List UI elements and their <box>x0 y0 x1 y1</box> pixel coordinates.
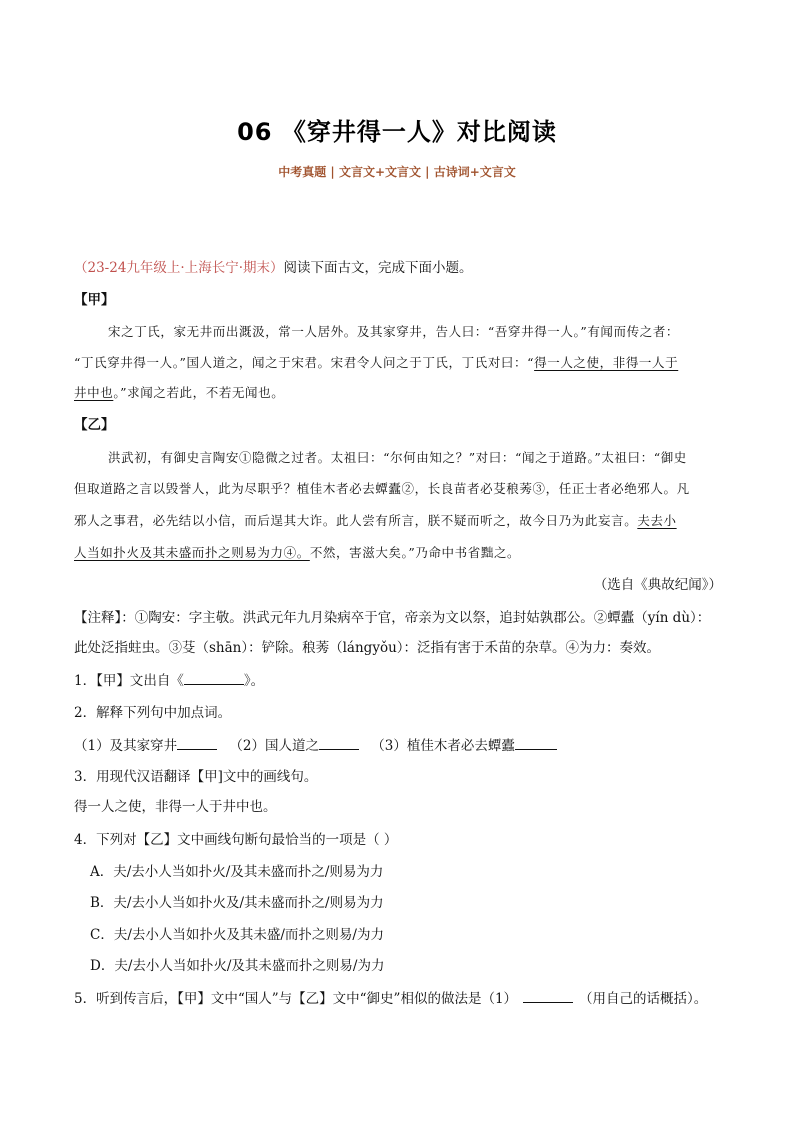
option-c[interactable]: C．夫/去小人当如扑火及其未盛/而扑之则易/为力 <box>90 927 384 943</box>
passage-jia-line-2 <box>74 353 734 373</box>
passage-yi-label: 【乙】 <box>74 417 115 433</box>
question-2-item-2: （2）国人道之 <box>229 738 319 754</box>
passage-yi-line-3 <box>74 511 734 531</box>
page-subtitle: 中考真题 | 文言文+文言文 | 古诗词+文言文 <box>278 165 516 179</box>
answer-blank[interactable] <box>523 988 573 1003</box>
passage-yi-line-4 <box>74 543 734 563</box>
underlined-sentence: 夫去小 <box>637 513 677 528</box>
question-5-text-end: （用自己的话概括）。 <box>579 991 708 1007</box>
option-b[interactable]: B．夫/去小人当如扑火及/其未盛而扑之/则易为力 <box>90 895 384 911</box>
notes-line-2: 此处泛指蛀虫。③芟（shān）：铲除。稂莠（lángyǒu）：泛指有害于禾苗的杂草。④为力：奏效。 <box>74 640 661 656</box>
passage-jia-text: 。”求闻之若此，不若无闻也。 <box>113 385 285 400</box>
notes-line-1: 【注释】：①陶安：字主敬。洪武元年九月染病卒于官，帝亲为文以祭，追封姑孰郡公。②蟫蠹（yín dù）： <box>74 610 711 626</box>
intro-instruction: 阅读下面古文，完成下面小题。 <box>283 260 473 276</box>
question-2: 2．解释下列句中加点词。 <box>74 705 232 721</box>
option-d[interactable]: D．夫/去小人当如扑火/及其未盛而扑之则易/为力 <box>90 958 385 974</box>
question-5-text: 5．听到传言后，【甲】文中“国人”与【乙】文中“御史”相似的做法是（1） <box>74 991 518 1007</box>
passage-jia-line-3 <box>74 383 734 403</box>
question-3: 3．用现代汉语翻译【甲]文中的画线句。 <box>74 769 318 785</box>
passage-yi-source: （选自《典故纪闻》） <box>593 577 722 593</box>
question-4: 4．下列对【乙】文中画线句断句最恰当的一项是（ ） <box>74 832 398 848</box>
underlined-sentence-end: 人当如扑火及其未盛而扑之则易为力④。 <box>74 545 310 560</box>
question-2-items <box>74 735 734 756</box>
question-1 <box>74 670 734 691</box>
question-1-text-end: 》。 <box>243 673 265 689</box>
answer-blank[interactable] <box>177 735 217 750</box>
passage-yi-line-2: 但取道路之言以毁誉人，此为尽职乎？植佳木者必去蟫蠹②，长良苗者必芟稂莠③，任正士者必绝邪人。凡 <box>74 481 690 496</box>
question-1-text: 1．【甲】文出自《 <box>74 673 184 689</box>
answer-blank[interactable] <box>515 735 557 750</box>
passage-yi-line-1: 洪武初，有御史言陶安①隐微之过者。太祖曰：“尔何由知之？”对曰：“闻之于道路。”太祖曰：“御史 <box>108 450 687 465</box>
answer-blank[interactable] <box>184 670 244 685</box>
passage-jia-text: “丁氏穿井得一人。”国人道之，闻之于宋君。宋君令人问之于丁氏，丁氏对曰：“ <box>74 355 535 370</box>
underlined-sentence-end: 井中也 <box>74 385 114 400</box>
passage-jia-label: 【甲】 <box>74 292 115 308</box>
question-2-item-3: （3）植佳木者必去蟫蠹 <box>371 738 515 754</box>
question-2-item-1: （1）及其家穿井 <box>74 738 178 754</box>
underlined-sentence: 得一人之使，非得一人于 <box>534 355 679 370</box>
question-3-sentence: 得一人之使，非得一人于井中也。 <box>74 799 277 815</box>
intro-line <box>74 258 734 278</box>
option-a[interactable]: A．夫/去小人当如扑火/及其未盛而扑之/则易为力 <box>90 864 384 880</box>
answer-blank[interactable] <box>319 735 359 750</box>
passage-yi-text: 邪人之事君，必先结以小信，而后逞其大诈。此人尝有所言，朕不疑而听之，故今日乃为此妄言。 <box>74 513 638 528</box>
page-title: 06 《穿井得一人》对比阅读 <box>237 118 557 146</box>
passage-jia-line-1: 宋之丁氏，家无井而出溉汲，常一人居外。及其家穿井，告人曰：“吾穿井得一人。”有闻而传之者： <box>108 324 680 339</box>
question-5 <box>74 988 734 1009</box>
question-source: （23-24九年级上·上海长宁·期末） <box>74 260 284 276</box>
passage-yi-text: 不然，害滋大矣。”乃命中书省黜之。 <box>309 545 521 560</box>
